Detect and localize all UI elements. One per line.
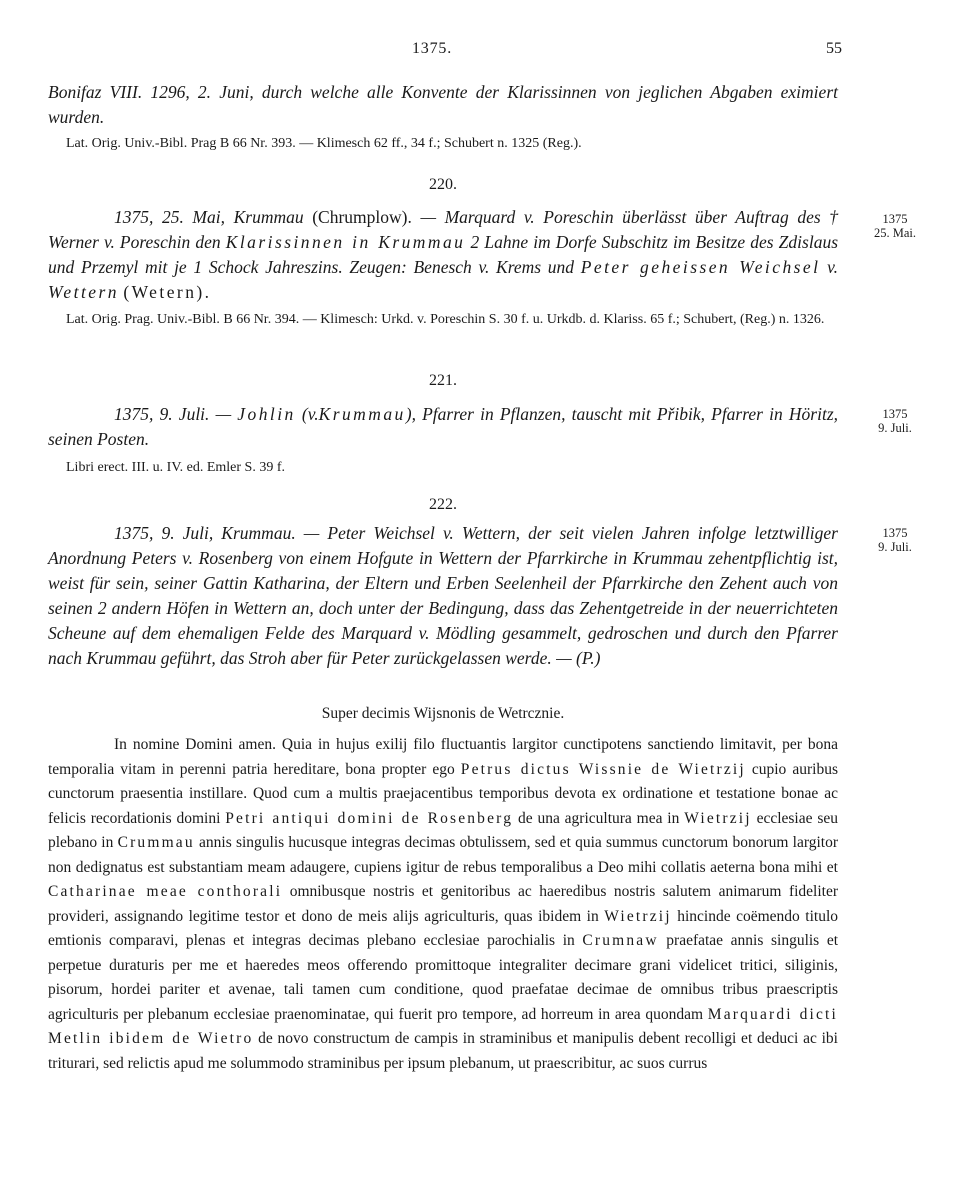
latin-spaced-name: Crummau [117,834,195,851]
doc220-date: 1375, 25. Mai, [114,207,225,227]
latin-spaced-name: Catharinae meae conthorali [48,883,283,900]
doc222-latin-title: Super decimis Wijsnonis de Wetrcznie. [321,705,565,722]
doc222-margin-year: 1375 [882,526,908,540]
doc219-text: Bonifaz VIII. 1296, 2. Juni, durch welche alle Konvente der Klarissinnen von jeglichen Abgaben eximiert wurden. [48,82,838,127]
doc221-text-c: ), Pfarrer in Pflanzen, tauscht mit Přibik, Pfarrer in Höritz, seinen Posten. [48,404,838,449]
latin-text-run: omnibusque nostris et genitoribus ac haeredibus nostris salutem animarum fideliter provideri, assignando legitime testor et dono de meis alijs agriculturis, quas ibidem in [48,883,839,925]
doc220-text-c: 2 Lahne im Dorfe Subschitz im Besitze des Zdislaus und Przemyl mit je 1 Schock Jahreszins. [48,232,838,277]
doc220-witness-a: Benesch v. Krems und [413,257,575,277]
latin-text-run: annis singulis hucusque integras decimas obtulissem, sed et quia summus cunctorum bonorum largitor non dedignatus est substantiam meam adaugere, cupiens igitur de rebus temporalibus a Deo mihi collatis aeterna bona mihi et [48,834,838,876]
doc220-recipient: Klarissinnen in Krummau [225,232,466,252]
doc220-witness-b: Peter geheissen Weichsel [580,257,821,277]
latin-text-run: de novo constructum de campis in straminibus et manipulis debent recolligi et deduci ac ibi triturari, sed relictis apud me solummodo straminibus per ipsum plebanum, ut praescribitur, ac suos currus [48,1030,838,1072]
doc220-text-a: — Marquard v. Poreschin überlässt über Auftrag des † Werner v. Poreschin den [48,207,839,252]
latin-text-run: In nomine Domini amen. Quia in hujus exilij filo fluctuantis largitor cunctipotens sanctiendo limitavit, per bona temporalia vitam in perenni patria hereditare, bona propter ego [48,736,838,778]
doc220-margin-date [860,212,930,240]
latin-spaced-name: Marquardi dicti Metlin ibidem de Wietro [48,1005,838,1047]
doc220-source: Lat. Orig. Prag. Univ.-Bibl. B 66 Nr. 394. — Klimesch: Urkd. v. Poreschin S. 30 f. u. Urkdb. d. Klariss. 65 f.; Schubert, (Reg.) n. 1326. [66,312,825,327]
page-header-title: 1375. [412,40,452,57]
doc220-witness-d: Wettern [48,282,119,302]
doc220-summary [48,205,838,305]
latin-text-run: de una agricultura mea in [513,809,685,827]
doc221-margin-day: 9. Juli. [878,421,912,435]
latin-spaced-name: Wietrzij [684,809,752,827]
latin-text-run: praefatae annis singulis et perpetue duraturis per me et haeredes meos offerendo promittoque integraliter decimare grani videlicet tritici, siliginis, pisorum, hordei pariter et avenae, tali tamen cum conditione, quod praefatae decimae de omnibus tribus praescriptis agriculturis per plebanum ecclesiae praenominatae, qui fuerit pro tempore, ad horreum in area quondam [48,932,838,1023]
page-number: 55 [826,40,842,57]
latin-spaced-name: Petri antiqui domini de Rosenberg [225,809,514,827]
doc221-text-a: — [215,404,232,424]
doc221-date: 1375, 9. Juli. [114,404,210,424]
doc220-witness-e: (Wetern). [123,282,212,302]
doc220-witness-label: Zeugen: [349,257,407,277]
doc221-name: Johlin [237,404,296,424]
latin-text-run: ecclesiae seu plebano in [48,809,838,851]
doc221-place: Krummau [318,404,406,424]
doc219-source: Lat. Orig. Univ.-Bibl. Prag B 66 Nr. 393. — Klimesch 62 ff., 34 f.; Schubert n. 1325 (Reg.). [66,136,582,151]
doc221-text-b: (v. [301,404,319,424]
doc220-place-alt: (Chrumplow). [312,207,412,227]
latin-text-run: hincinde coëmendo titulo emtionis comparavi, plenas et integras decimas plebano ecclesiae parochialis in [48,907,839,949]
doc220-margin-day: 25. Mai. [873,226,916,240]
doc221-margin-date [860,407,930,435]
doc222-latin-body [48,733,838,1076]
doc221-summary [48,402,838,452]
doc221-number: 221. [429,372,457,389]
doc222-summary: 1375, 9. Juli, Krummau. — Peter Weichsel v. Wettern, der seit vielen Jahren infolge letztwilliger Anordnung Peters v. Rosenberg von einem Hofgute in Wettern der Pfarrkirche in Krummau zehentpflichtig ist, weist für sein, seiner Gattin Katharina, der Eltern und Erben Seelenheil der Pfarrkirche den Zehent auch von seinen 2 andern Höfen in Wettern an, doch unter der Bedingung, dass das Zehentgetreide in der neuerrichteten Scheune auf dem ehemaligen Felde des Marquard v. Mödling gesammelt, gedroschen und durch den Pfarrer nach Krummau geführt, das Stroh aber für Peter zurückgelassen werde. — (P.) [48,523,838,668]
doc222-number: 222. [429,496,457,513]
doc221-source: Libri erect. III. u. IV. ed. Emler S. 39 f. [66,460,286,475]
doc220-margin-year: 1375 [882,212,908,226]
doc221-margin-year: 1375 [882,407,908,421]
doc220-number: 220. [429,176,457,193]
doc220-place: Krummau [233,207,304,227]
latin-spaced-name: Crumnaw [582,932,659,949]
doc222-margin-day: 9. Juli. [878,540,912,554]
doc222-margin-date [860,526,930,554]
latin-spaced-name: Petrus dictus Wissnie de Wietrzij [460,760,746,778]
latin-text-run: cupio auribus cunctorum praesentia instillare. Quod cum a multis praejacentibus temporibus devota ex ordinatione et testatione bonae ac felicis recordationis domini [48,760,838,827]
doc220-witness-c: v. [827,257,838,277]
latin-spaced-name: Wietrzij [604,907,672,925]
